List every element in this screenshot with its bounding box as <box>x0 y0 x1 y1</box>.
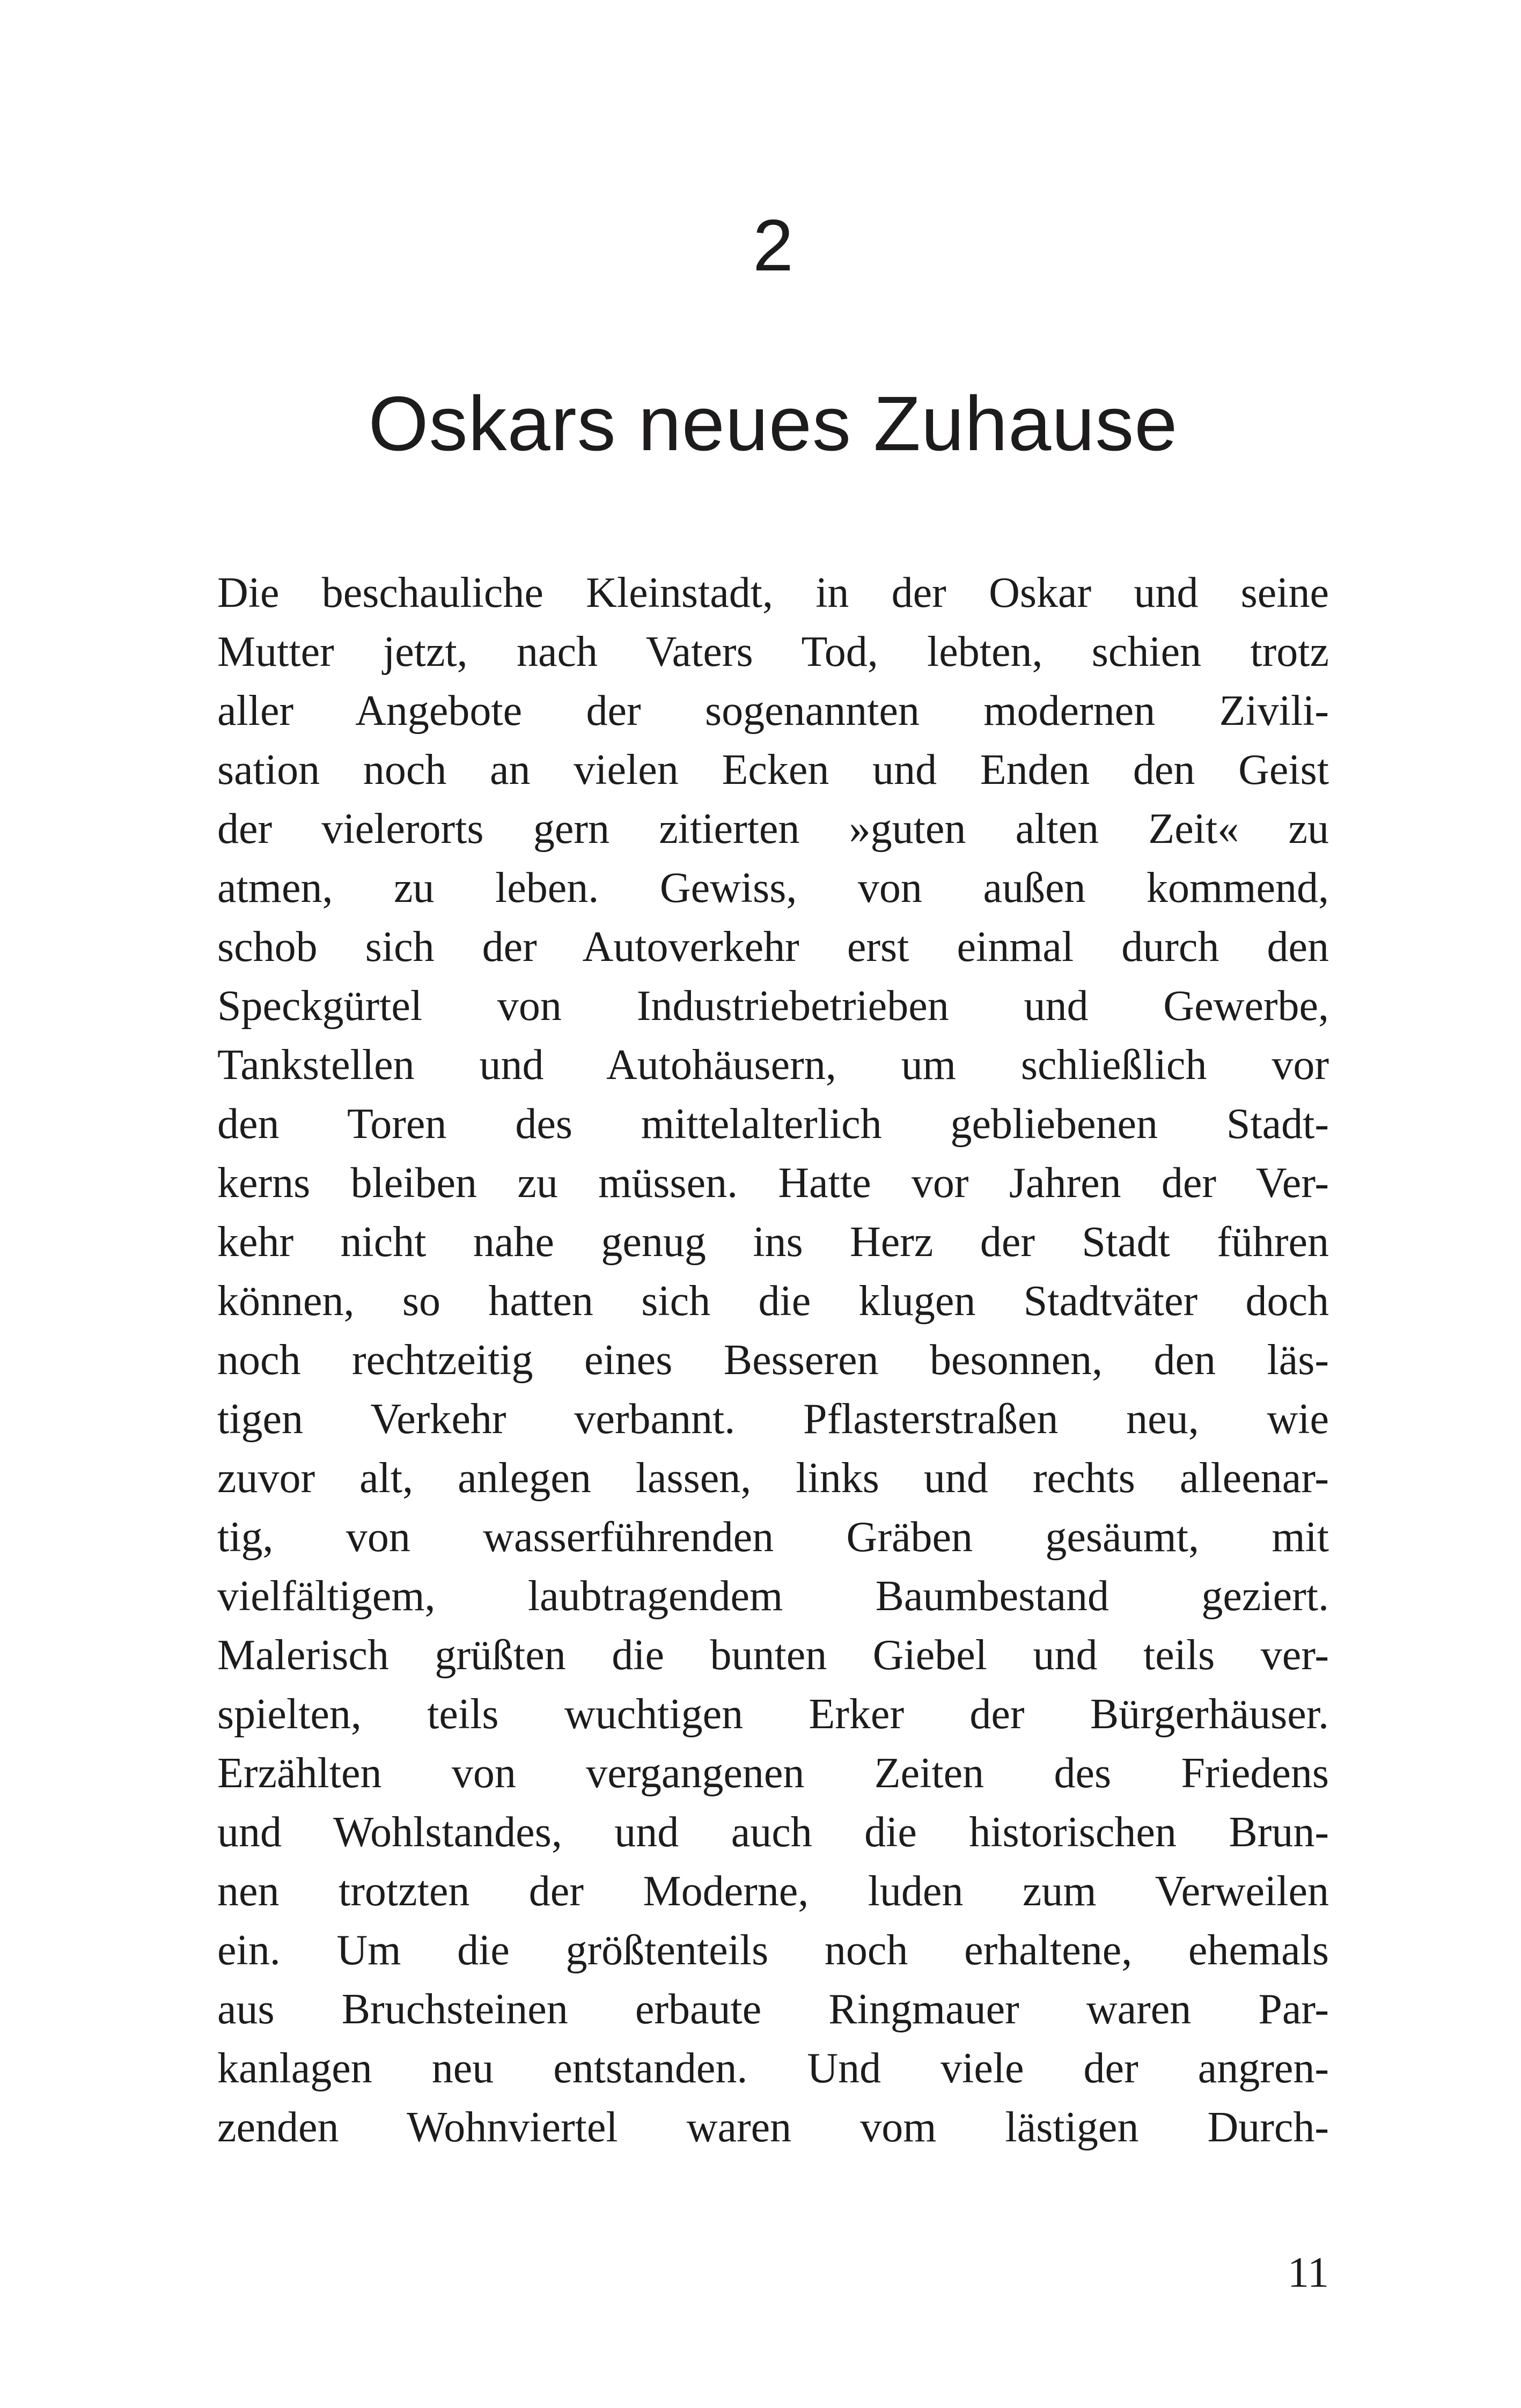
body-line: aller Angebote der sogenannten modernen Zivili- <box>217 687 1329 735</box>
body-line: Speckgürtel von Industriebetrieben und Gewerbe, <box>217 982 1329 1030</box>
body-line: noch rechtzeitig eines Besseren besonnen, den läs- <box>217 1337 1329 1384</box>
body-line: zuvor alt, anlegen lassen, links und rechts alleenar- <box>217 1455 1329 1502</box>
body-line: tig, von wasserführenden Gräben gesäumt, mit <box>217 1514 1329 1561</box>
body-line: sation noch an vielen Ecken und Enden den Geist <box>217 746 1329 794</box>
body-line: können, so hatten sich die klugen Stadtväter doch <box>217 1278 1329 1325</box>
body-line: spielten, teils wuchtigen Erker der Bürgerhäuser. <box>217 1691 1329 1738</box>
body-line: kehr nicht nahe genug ins Herz der Stadt führen <box>217 1218 1329 1266</box>
chapter-body-text <box>217 563 1329 2157</box>
body-line: aus Bruchsteinen erbaute Ringmauer waren Par- <box>217 1986 1329 2033</box>
body-line: Mutter jetzt, nach Vaters Tod, lebten, schien trotz <box>217 628 1329 676</box>
body-line: atmen, zu leben. Gewiss, von außen kommend, <box>217 864 1329 912</box>
body-line: vielfältigem, laubtragendem Baumbestand geziert. <box>217 1573 1329 1620</box>
body-line: den Toren des mittelalterlich gebliebenen Stadt- <box>217 1100 1329 1148</box>
body-line: Erzählten von vergangenen Zeiten des Friedens <box>217 1750 1329 1797</box>
body-line: kanlagen neu entstanden. Und viele der angren- <box>217 2045 1329 2092</box>
body-line: der vielerorts gern zitierten »guten alten Zeit« zu <box>217 805 1329 853</box>
body-line: kerns bleiben zu müssen. Hatte vor Jahren der Ver- <box>217 1159 1329 1207</box>
body-line: ein. Um die größtenteils noch erhaltene, ehemals <box>217 1927 1329 1974</box>
body-line: Die beschauliche Kleinstadt, in der Oskar und seine <box>217 569 1329 616</box>
body-line: Tankstellen und Autohäusern, um schließlich vor <box>217 1041 1329 1089</box>
body-line: nen trotzten der Moderne, luden zum Verweilen <box>217 1868 1329 1915</box>
body-line: Malerisch grüßten die bunten Giebel und teils ver- <box>217 1632 1329 1679</box>
body-line: tigen Verkehr verbannt. Pflasterstraßen neu, wie <box>217 1396 1329 1443</box>
body-line: und Wohlstandes, und auch die historischen Brun- <box>217 1809 1329 1856</box>
page-number: 11 <box>1287 2249 1329 2296</box>
chapter-title: Oskars neues Zuhause <box>368 380 1178 467</box>
body-line: zenden Wohnviertel waren vom lästigen Durch- <box>217 2104 1329 2151</box>
chapter-number: 2 <box>753 204 793 286</box>
body-line: schob sich der Autoverkehr erst einmal durch den <box>217 923 1329 971</box>
